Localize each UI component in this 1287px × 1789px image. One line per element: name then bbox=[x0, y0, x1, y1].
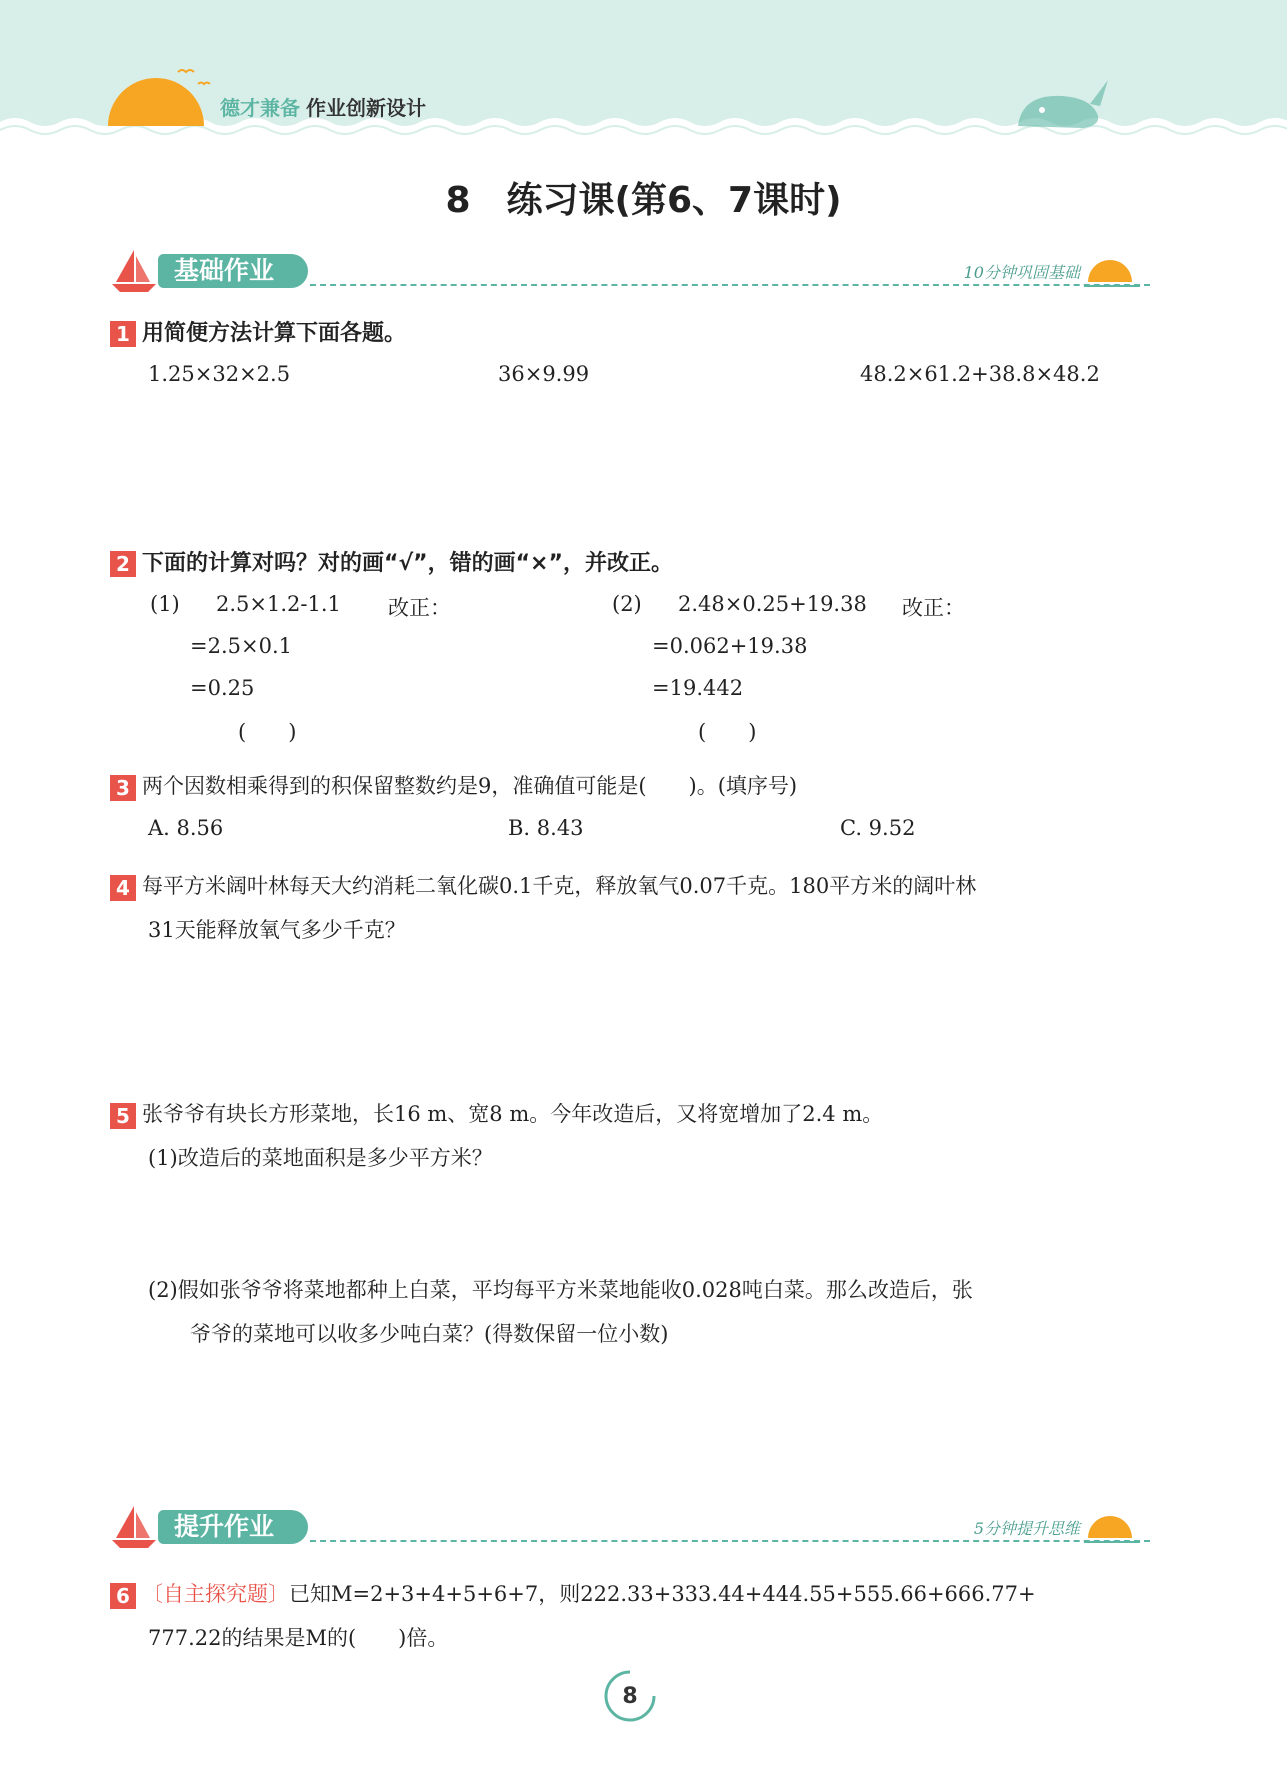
question-2-left-expression: 2.5×1.2-1.1 bbox=[216, 592, 341, 616]
question-1-item-b: 36×9.99 bbox=[498, 362, 590, 386]
question-2-right-step1: =0.062+19.38 bbox=[652, 634, 808, 658]
question-2-right-label: (2) bbox=[612, 592, 642, 616]
question-2-number: 2 bbox=[110, 551, 136, 577]
question-1-text: 用简便方法计算下面各题。 bbox=[142, 321, 407, 346]
question-5-sub1: (1)改造后的菜地面积是多少平方米？ bbox=[148, 1146, 493, 1170]
question-2-right-step2: =19.442 bbox=[652, 676, 744, 700]
question-5-sub2-line1: (2)假如张爷爷将菜地都种上白菜，平均每平方米菜地能收0.028吨白菜。那么改造后，张 bbox=[148, 1278, 973, 1302]
section-basic-label: 基础作业 bbox=[158, 254, 308, 288]
page-number: 8 bbox=[622, 1684, 638, 1709]
small-sun-icon bbox=[1084, 252, 1140, 292]
question-6-line1 bbox=[110, 1578, 1036, 1609]
question-6-number: 6 bbox=[110, 1583, 136, 1609]
question-2-left-correction: 改正： bbox=[388, 596, 451, 620]
question-3-option-c: C. 9.52 bbox=[840, 816, 916, 840]
question-1-number: 1 bbox=[110, 321, 136, 347]
section-advanced-label: 提升作业 bbox=[158, 1510, 308, 1544]
question-1-item-c: 48.2×61.2+38.8×48.2 bbox=[860, 362, 1100, 386]
question-5 bbox=[110, 1098, 883, 1129]
section-basic-divider bbox=[310, 284, 1150, 286]
brand-plain: 作业创新设计 bbox=[306, 96, 426, 120]
page-title: 8 练习课(第6、7课时) bbox=[445, 180, 842, 221]
question-2-left-answer-blank[interactable]: ( ) bbox=[238, 720, 297, 744]
sailboat-icon bbox=[110, 248, 160, 294]
sailboat-icon bbox=[110, 1504, 160, 1550]
question-2-left-step1: =2.5×0.1 bbox=[190, 634, 292, 658]
question-4-line2: 31天能释放氧气多少千克？ bbox=[148, 918, 406, 942]
question-2-right-answer-blank[interactable]: ( ) bbox=[698, 720, 757, 744]
question-3-option-a: A. 8.56 bbox=[148, 816, 224, 840]
question-4-text: 每平方米阔叶林每天大约消耗二氧化碳0.1千克，释放氧气0.07千克。180平方米的阔叶林 bbox=[142, 874, 977, 898]
question-6-line2: 777.22的结果是M的( )倍。 bbox=[148, 1626, 449, 1650]
brand-colored: 德才兼备 bbox=[220, 96, 300, 120]
question-3-number: 3 bbox=[110, 775, 136, 801]
question-1-item-a: 1.25×32×2.5 bbox=[148, 362, 291, 386]
small-sun-icon bbox=[1084, 1508, 1140, 1548]
section-advanced-divider bbox=[310, 1540, 1150, 1542]
question-3 bbox=[110, 770, 797, 801]
question-5-text: 张爷爷有块长方形菜地，长16 m、宽8 m。今年改造后，又将宽增加了2.4 m。 bbox=[142, 1102, 884, 1126]
question-2-right-correction: 改正： bbox=[902, 596, 965, 620]
question-4-number: 4 bbox=[110, 875, 136, 901]
question-6-tag: 〔自主探究题〕 bbox=[142, 1582, 289, 1606]
question-2-left-step2: =0.25 bbox=[190, 676, 255, 700]
sun-icon bbox=[100, 62, 220, 132]
question-5-sub2-line2: 爷爷的菜地可以收多少吨白菜？(得数保留一位小数) bbox=[190, 1322, 669, 1346]
question-3-option-b: B. 8.43 bbox=[508, 816, 584, 840]
question-3-text: 两个因数相乘得到的积保留整数约是9，准确值可能是( )。(填序号) bbox=[142, 774, 798, 798]
whale-icon bbox=[1012, 74, 1112, 134]
section-advanced-tip: 5分钟提升思维 bbox=[973, 1519, 1080, 1538]
question-1-title bbox=[110, 316, 406, 347]
section-advanced-header bbox=[110, 1504, 1150, 1554]
question-2-text: 下面的计算对吗？对的画“√”，错的画“×”，并改正。 bbox=[142, 551, 673, 576]
question-5-number: 5 bbox=[110, 1103, 136, 1129]
question-4-line1 bbox=[110, 870, 976, 901]
section-basic-header bbox=[110, 248, 1150, 298]
question-2-right-expression: 2.48×0.25+19.38 bbox=[678, 592, 867, 616]
section-basic-tip: 10分钟巩固基础 bbox=[963, 263, 1080, 282]
brand bbox=[220, 92, 426, 121]
question-2-title bbox=[110, 546, 673, 577]
question-6-text: 已知M=2+3+4+5+6+7，则222.33+333.44+444.55+555.66+666.77+ bbox=[289, 1582, 1036, 1606]
question-2-left-label: (1) bbox=[150, 592, 180, 616]
